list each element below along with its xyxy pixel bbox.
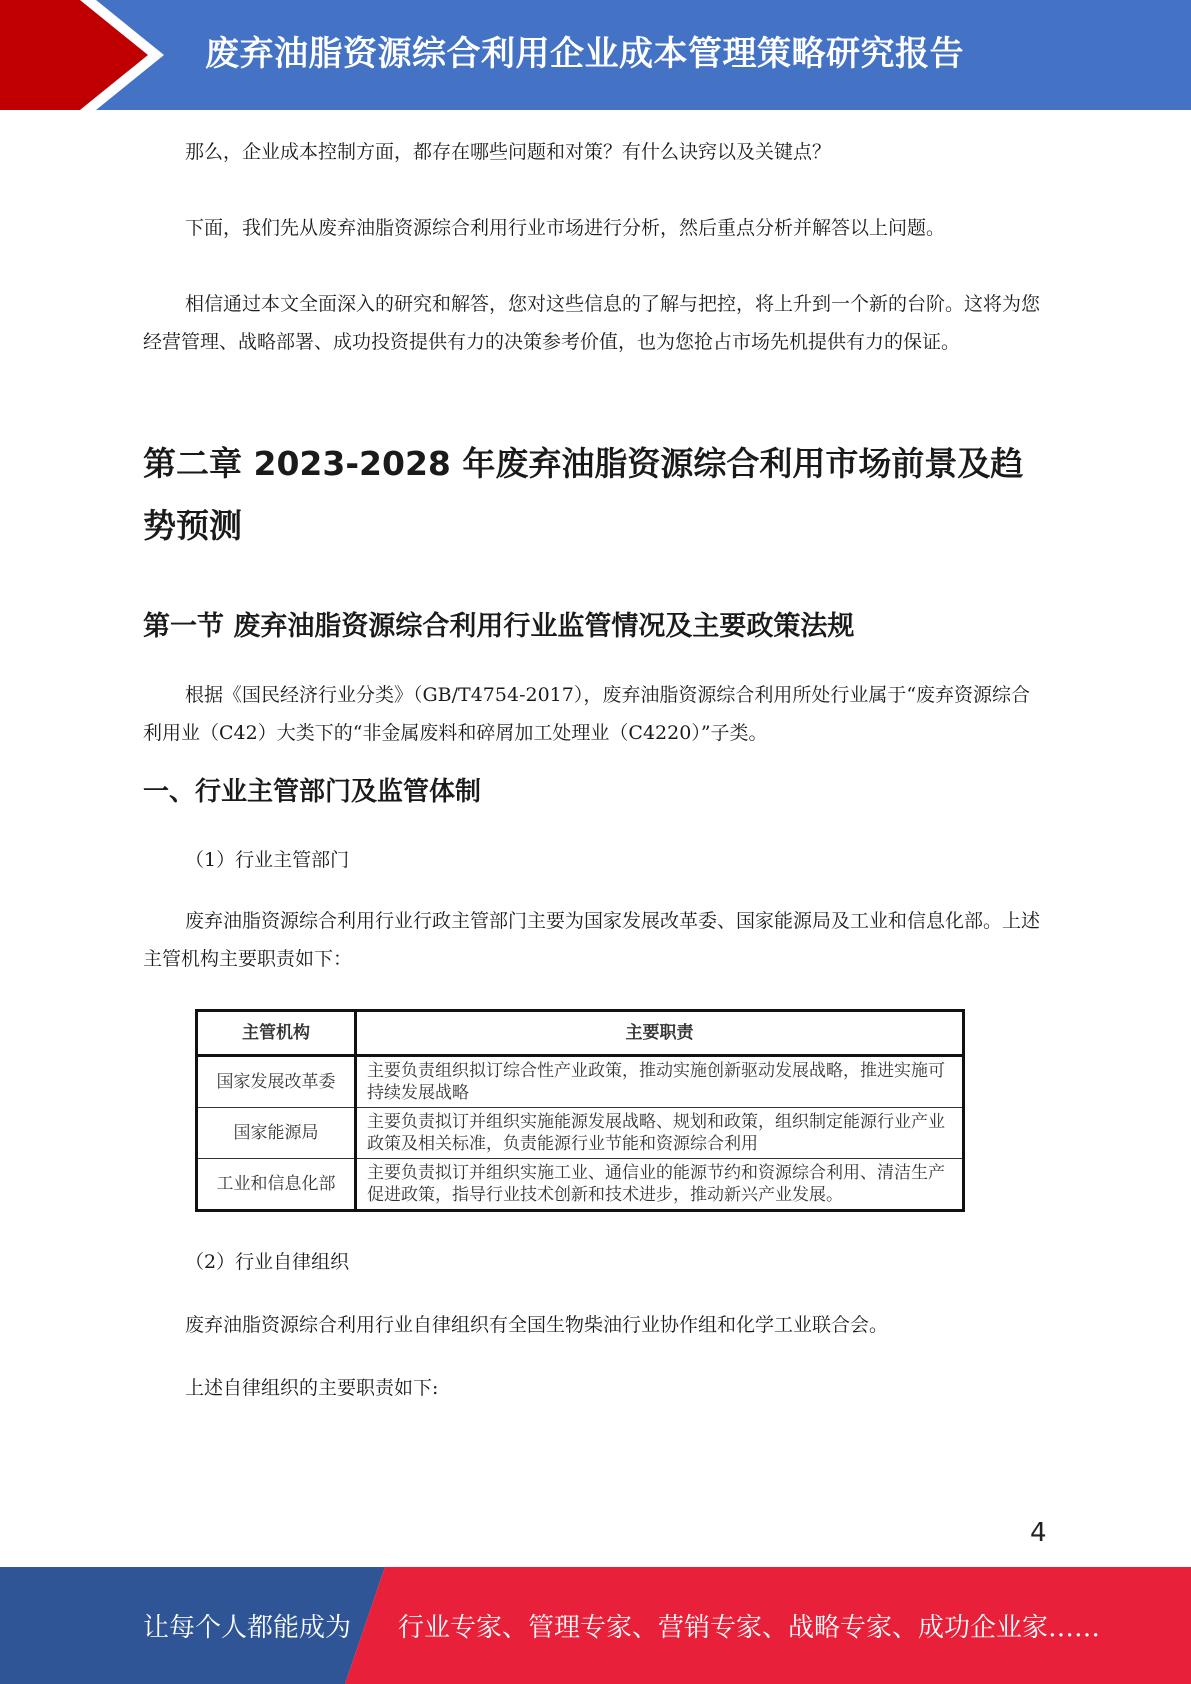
table-cell-duty: 主要负责组织拟订综合性产业政策，推动实施创新驱动发展战略，推进实施可持续发展战略 [356,1056,964,1108]
paragraph-value: 相信通过本文全面深入的研究和解答，您对这些信息的了解与把控，将上升到一个新的台阶。这将为您经营管理、战略部署、成功投资提供有力的决策参考价值，也为您抢占市场先机提供有力的保证。 [143,293,1041,353]
item2-label: （2）行业自律组织 [185,1251,350,1273]
subsection-title: 一、行业主管部门及监管体制 [143,777,482,807]
table-header-org: 主管机构 [197,1011,356,1056]
section-title: 第一节 废弃油脂资源综合利用行业监管情况及主要政策法规 [143,611,855,642]
footer-slogan-left: 让每个人都能成为 [143,1613,352,1643]
header-title: 废弃油脂资源综合利用企业成本管理策略研究报告 [205,34,964,74]
table-cell-org: 国家能源局 [197,1108,356,1159]
chapter-title: 第二章 2023-2028 年废弃油脂资源综合利用市场前景及趋势预测 [143,444,1024,545]
duty-table [195,1009,965,1212]
item2-followup: 上述自律组织的主要职责如下: [185,1377,439,1399]
table-row [197,1108,964,1159]
item2-text: 废弃油脂资源综合利用行业自律组织有全国生物柴油行业协作组和化学工业联合会。 [185,1314,889,1336]
table-row [197,1056,964,1108]
paragraph-question: 那么，企业成本控制方面，都存在哪些问题和对策？有什么诀窍以及关键点？ [185,141,832,163]
page-footer [0,1567,1191,1684]
table-cell-duty: 主要负责拟订并组织实施能源发展战略、规划和政策，组织制定能源行业产业政策及相关标准，负责能源行业节能和资源综合利用 [356,1108,964,1159]
paragraph-approach: 下面，我们先从废弃油脂资源综合利用行业市场进行分析，然后重点分析并解答以上问题。 [185,217,946,239]
table-header-duty: 主要职责 [356,1011,964,1056]
item1-label: （1）行业主管部门 [185,849,350,871]
footer-slogan-right: 行业专家、管理专家、营销专家、战略专家、成功企业家…… [398,1613,1101,1643]
table-row [197,1159,964,1211]
table-cell-duty: 主要负责拟订并组织实施工业、通信业的能源节约和资源综合利用、清洁生产促进政策，指导行业技术创新和技术进步，推动新兴产业发展。 [356,1159,964,1211]
table-header-row [197,1011,964,1056]
table-cell-org: 工业和信息化部 [197,1159,356,1211]
item1-text: 废弃油脂资源综合利用行业行政主管部门主要为国家发展改革委、国家能源局及工业和信息化部。上述主管机构主要职责如下： [143,910,1041,970]
section-intro: 根据《国民经济行业分类》（GB/T4754-2017），废弃油脂资源综合利用所处行业属于“废弃资源综合利用业（C42）大类下的“非金属废料和碎屑加工处理业（C4220）”子类。 [143,684,1031,744]
page-header [0,0,1191,110]
table-cell-org: 国家发展改革委 [197,1056,356,1108]
page-number: 4 [1030,1518,1047,1548]
